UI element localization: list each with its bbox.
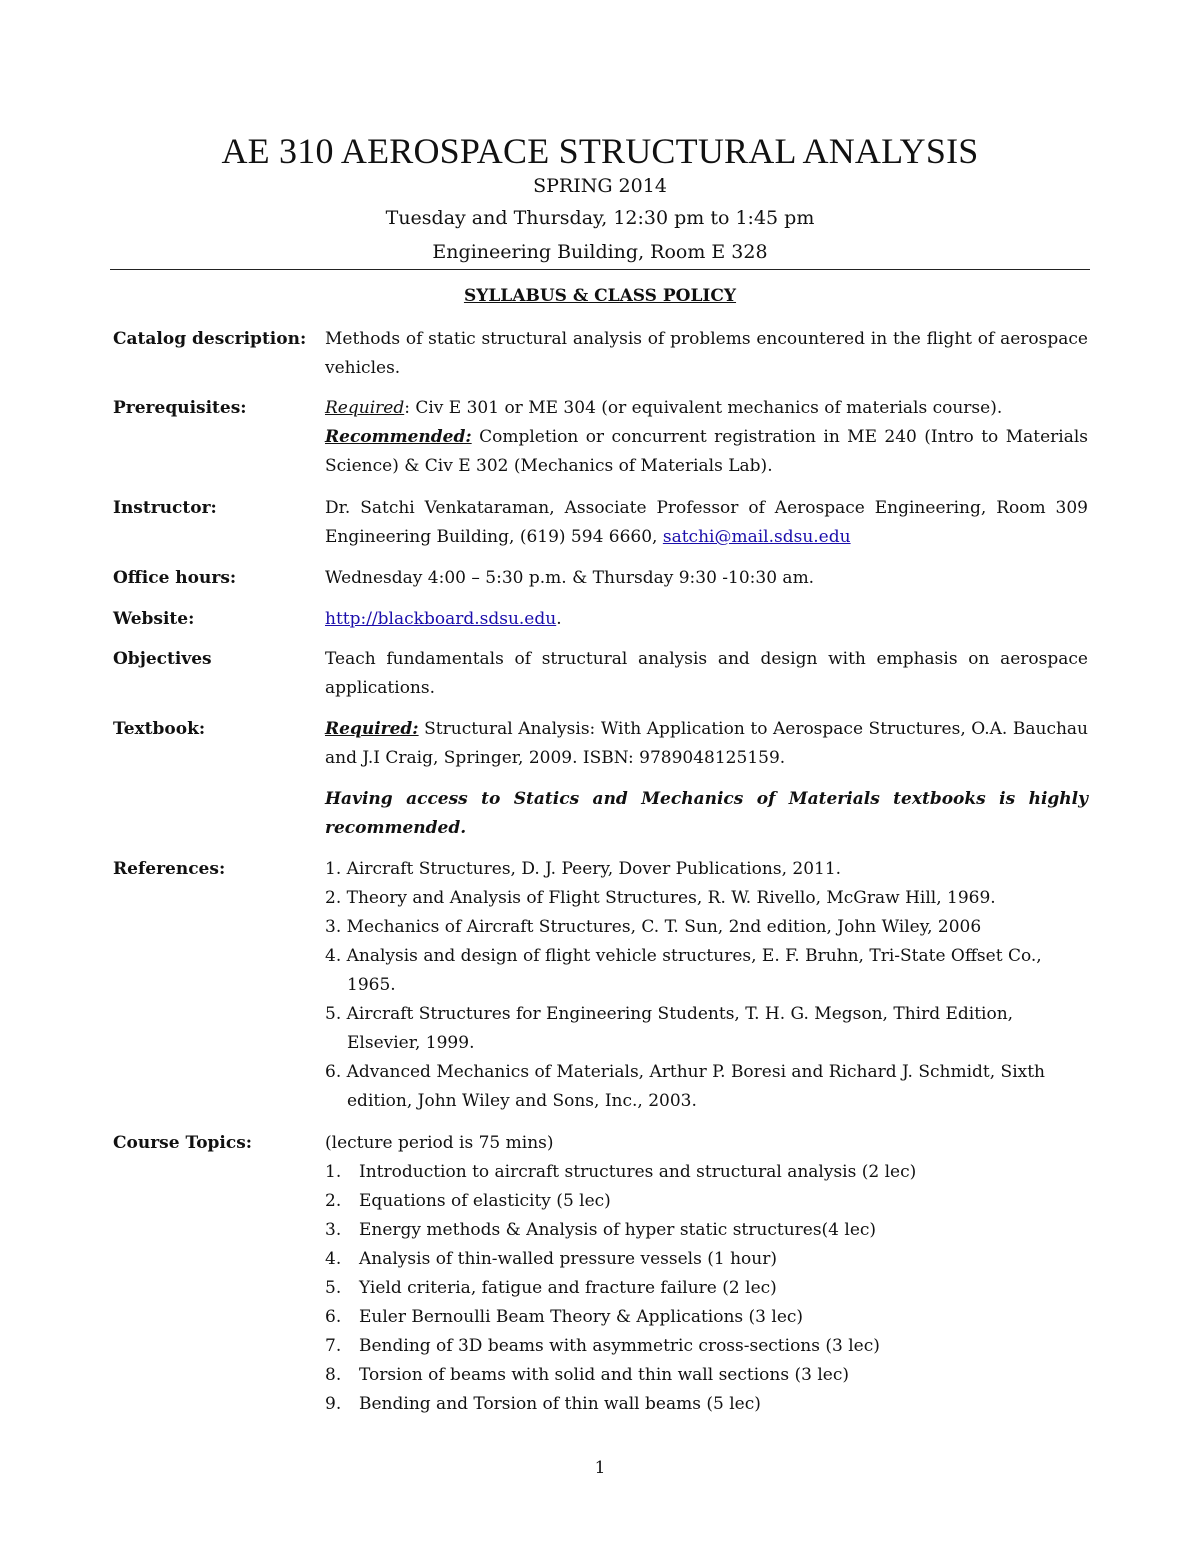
list-item: 5. Aircraft Structures for Engineering Students, T. H. G. Megson, Third Edition, Elsevier, 1999. bbox=[325, 1004, 1014, 1053]
list-item bbox=[325, 1274, 1088, 1303]
syllabus-heading: SYLLABUS & CLASS POLICY bbox=[463, 286, 737, 306]
course-location: Engineering Building, Room E 328 bbox=[432, 241, 768, 263]
recommended-text: Completion or concurrent registration in ME 240 (Intro to Materials Science) & Civ E 302 (Mechanics of Materials Lab). bbox=[325, 427, 1088, 476]
instructor-text bbox=[325, 494, 1088, 552]
recommended-label: Recommended: bbox=[325, 427, 472, 447]
catalog-text: Methods of static structural analysis of problems encountered in the flight of aerospace vehicles. bbox=[325, 329, 1088, 378]
topic-number: 8. bbox=[325, 1365, 342, 1385]
topic-text: Euler Bernoulli Beam Theory & Applications (3 lec) bbox=[359, 1307, 804, 1327]
textbook-label: Textbook: bbox=[113, 719, 206, 739]
list-item: 3. Mechanics of Aircraft Structures, C. T. Sun, 2nd edition, John Wiley, 2006 bbox=[325, 917, 982, 937]
office-hours-text: Wednesday 4:00 – 5:30 p.m. & Thursday 9:30 -10:30 am. bbox=[325, 568, 815, 588]
topic-text: Equations of elasticity (5 lec) bbox=[359, 1191, 611, 1211]
course-topics-intro: (lecture period is 75 mins) bbox=[325, 1133, 554, 1153]
list-item bbox=[325, 1158, 1088, 1187]
textbook-required-label: Required: bbox=[325, 719, 419, 739]
topic-number: 7. bbox=[325, 1336, 342, 1356]
website-text bbox=[325, 605, 1088, 634]
list-item: 1. Aircraft Structures, D. J. Peery, Dover Publications, 2011. bbox=[325, 859, 842, 879]
website-link[interactable]: http://blackboard.sdsu.edu bbox=[325, 609, 557, 629]
topic-text: Torsion of beams with solid and thin wall sections (3 lec) bbox=[359, 1365, 849, 1385]
topic-text: Energy methods & Analysis of hyper static structures(4 lec) bbox=[359, 1220, 877, 1240]
instructor-label: Instructor: bbox=[113, 498, 217, 518]
topic-number: 4. bbox=[325, 1249, 342, 1269]
list-item: 2. Theory and Analysis of Flight Structures, R. W. Rivello, McGraw Hill, 1969. bbox=[325, 888, 996, 908]
list-item: 4. Analysis and design of flight vehicle structures, E. F. Bruhn, Tri-State Offset Co., 1965. bbox=[325, 946, 1042, 995]
topic-number: 9. bbox=[325, 1394, 342, 1414]
topic-text: Introduction to aircraft structures and structural analysis (2 lec) bbox=[359, 1162, 917, 1182]
topic-number: 6. bbox=[325, 1307, 342, 1327]
course-title: AE 310 AEROSPACE STRUCTURAL ANALYSIS bbox=[221, 131, 979, 171]
catalog-label: Catalog description: bbox=[113, 329, 307, 349]
instructor-email-link[interactable]: satchi@mail.sdsu.edu bbox=[662, 527, 851, 547]
topic-text: Analysis of thin-walled pressure vessels (1 hour) bbox=[359, 1249, 777, 1269]
list-item bbox=[325, 1245, 1088, 1274]
instructor-details: Dr. Satchi Venkataraman, Associate Professor of Aerospace Engineering, Room 309 Engineering Building, (619) 594 6660, bbox=[325, 498, 1088, 547]
topic-number: 1. bbox=[325, 1162, 342, 1182]
list-item bbox=[325, 1390, 1088, 1419]
list-item bbox=[325, 1187, 1088, 1216]
website-label: Website: bbox=[113, 609, 195, 629]
textbook-note: Having access to Statics and Mechanics of Materials textbooks is highly recommended. bbox=[325, 789, 1088, 838]
references-label: References: bbox=[113, 859, 226, 879]
topic-text: Bending of 3D beams with asymmetric cross-sections (3 lec) bbox=[359, 1336, 880, 1356]
required-label: Required bbox=[325, 398, 405, 418]
references-list bbox=[325, 855, 1088, 1116]
page-number: 1 bbox=[594, 1458, 606, 1478]
topic-text: Yield criteria, fatigue and fracture failure (2 lec) bbox=[359, 1278, 777, 1298]
course-topics-label: Course Topics: bbox=[113, 1133, 253, 1153]
objectives-text: Teach fundamentals of structural analysis and design with emphasis on aerospace applications. bbox=[325, 649, 1088, 698]
textbook-required-text: Structural Analysis: With Application to Aerospace Structures, O.A. Bauchau and J.I Craig, Springer, 2009. ISBN: 9789048125159. bbox=[325, 719, 1088, 768]
list-item bbox=[325, 1216, 1088, 1245]
list-item: 6. Advanced Mechanics of Materials, Arthur P. Boresi and Richard J. Schmidt, Sixth edition, John Wiley and Sons, Inc., 2003. bbox=[325, 1062, 1045, 1111]
header-divider bbox=[110, 269, 1090, 270]
course-term: SPRING 2014 bbox=[533, 175, 667, 197]
prerequisites-label: Prerequisites: bbox=[113, 398, 247, 418]
list-item bbox=[325, 1303, 1088, 1332]
website-suffix: . bbox=[556, 609, 562, 629]
prerequisites-text bbox=[325, 394, 1088, 481]
textbook-text bbox=[325, 715, 1088, 843]
topic-text: Bending and Torsion of thin wall beams (5 lec) bbox=[359, 1394, 761, 1414]
topic-number: 2. bbox=[325, 1191, 342, 1211]
required-text: : Civ E 301 or ME 304 (or equivalent mechanics of materials course). bbox=[404, 398, 1003, 418]
topic-number: 5. bbox=[325, 1278, 342, 1298]
list-item bbox=[325, 1361, 1088, 1390]
objectives-label: Objectives bbox=[113, 649, 212, 669]
office-hours-label: Office hours: bbox=[113, 568, 237, 588]
list-item bbox=[325, 1332, 1088, 1361]
course-schedule: Tuesday and Thursday, 12:30 pm to 1:45 pm bbox=[385, 207, 815, 229]
topic-number: 3. bbox=[325, 1220, 342, 1240]
course-topics-list bbox=[325, 1129, 1088, 1419]
